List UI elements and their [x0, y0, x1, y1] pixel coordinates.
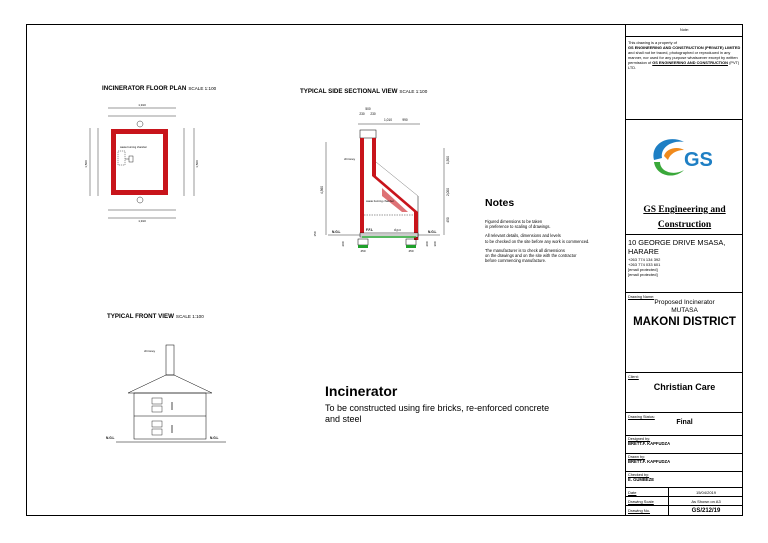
- notes-line: Figured dimensions to be taken: [485, 219, 543, 224]
- tb-date-value: 15/04/2019: [695, 490, 717, 495]
- side-footing-right: 450: [408, 249, 414, 253]
- notes-line: All relevant details, dimensions and levels: [485, 233, 561, 239]
- front-view-scale: SCALE 1:100: [175, 314, 204, 319]
- tb-company-name-1: GS Engineering and: [643, 205, 726, 215]
- tb-checked-label: Checked by:: [628, 473, 650, 477]
- gs-logo-text: GS: [684, 149, 713, 171]
- tb-note-label: Note:: [626, 24, 743, 37]
- front-chimney-label: chimney: [144, 349, 156, 353]
- tb-designed: [626, 436, 743, 454]
- side-view-scale: SCALE 1:100: [399, 89, 428, 94]
- side-height-left: 4,360: [320, 186, 324, 194]
- tb-number: [626, 506, 743, 516]
- notes-line: in preference to scaling of drawings.: [485, 224, 551, 230]
- main-title-line2: and steel: [325, 414, 362, 424]
- tb-designed-value: BRETT.F. KAPFUDZA: [628, 441, 671, 446]
- tb-address-1: 10 GEORGE DRIVE MSASA,: [628, 238, 726, 247]
- floor-plan-dim-bottom: 1,910: [138, 219, 146, 223]
- tb-designed-label: Designed by:: [628, 437, 651, 441]
- title-block: [625, 24, 743, 516]
- side-dim-230b: 230: [370, 112, 376, 116]
- main-title-line1: To be constructed using fire bricks, re-enforced concrete: [325, 403, 550, 413]
- tb-phone-1: +263 774 134 392: [628, 257, 661, 262]
- floor-plan-title-text: INCINERATOR FLOOR PLAN: [102, 85, 187, 92]
- tb-number-value: GS/212/19: [691, 508, 721, 514]
- gs-logo: [644, 132, 724, 182]
- front-ngl-right: N.G.L: [210, 436, 219, 440]
- tb-drawing-name-3: MAKONI DISTRICT: [633, 316, 736, 328]
- tb-drawing-name-2: MUTASA: [671, 307, 698, 314]
- side-left-200: 200: [341, 241, 345, 247]
- tb-company-name-2: Construction: [657, 220, 712, 230]
- notes-line: on the drawings and on the site with the contractor: [485, 253, 577, 259]
- floor-plan-dim-top: 1,910: [138, 103, 146, 107]
- notes-line: to be checked on the site before any work is commenced.: [485, 238, 590, 244]
- side-right-300: 300: [433, 241, 437, 247]
- side-dim-990: 990: [402, 118, 408, 122]
- floor-plan-drawing: [76, 98, 226, 238]
- tb-date: [626, 488, 743, 497]
- floor-plan-room-label: waste burning chamber: [120, 146, 147, 149]
- tb-checked: [626, 472, 743, 488]
- front-view-title: [107, 313, 204, 320]
- front-ngl-left: N.G.L: [106, 436, 115, 440]
- main-title-heading: Incinerator: [325, 383, 398, 399]
- side-ffl-label: F.F.L: [366, 228, 373, 232]
- tb-drawing-name-1: Proposed Incinerator: [654, 299, 715, 306]
- tb-note-company: GS ENGINEERING AND CONSTRUCTION (PRIVATE) LIMITED: [628, 45, 741, 50]
- tb-status: [626, 413, 743, 436]
- side-left-150: 150: [313, 231, 317, 237]
- floor-plan-dim-right: 1,500: [195, 160, 199, 168]
- side-dim-500: 500: [365, 107, 371, 111]
- tb-scale-value: As Shown on A3: [691, 499, 721, 504]
- side-right-200: 200: [425, 241, 429, 247]
- notes-heading: Notes: [485, 197, 515, 209]
- front-view-drawing: [100, 330, 240, 450]
- tb-email-2: [email protected]: [628, 272, 658, 277]
- tb-note-text: [626, 37, 743, 120]
- side-view-title-text: TYPICAL SIDE SECTIONAL VIEW: [300, 88, 398, 95]
- side-view-title: [300, 88, 427, 95]
- tb-drawing-name-label: Drawing Name:: [628, 295, 655, 299]
- tb-status-value: Final: [676, 419, 693, 426]
- side-ngl-right: N.G.L: [428, 230, 437, 234]
- side-height-450: 450: [446, 217, 450, 223]
- tb-scale-label: Drawing Scale: [628, 499, 654, 504]
- tb-number-label: Drawing No.: [628, 508, 651, 513]
- side-chimney-label: chimney: [344, 157, 356, 161]
- tb-note-p3: (PVT) LTD.: [628, 60, 740, 70]
- floor-plan-title: [102, 85, 216, 92]
- side-ngl-left: N.G.L: [332, 230, 341, 234]
- tb-scale: [626, 497, 743, 506]
- tb-phone-2: +263 774 033 601: [628, 262, 661, 267]
- side-height-2000: 2,000: [446, 188, 450, 196]
- tb-client-label: Client:: [628, 375, 639, 379]
- tb-note-company2: GS ENGINEERING AND CONSTRUCTION: [652, 60, 728, 65]
- tb-checked-value: E. GUMBEZE: [628, 477, 655, 482]
- floor-plan-dim-left: 1,500: [84, 160, 88, 168]
- side-dpc-label: d.p.c: [394, 228, 401, 232]
- side-height-1500: 1,500: [446, 156, 450, 164]
- tb-note-p2: and shall not be traced, photographed or reproduced in any manner, nor used for any purpose whatsoever except by written permission of: [628, 50, 738, 65]
- tb-date-label: Date: [628, 490, 637, 495]
- tb-client-value: Christian Care: [653, 382, 716, 392]
- tb-note-p1: This drawing is a property of: [628, 40, 677, 45]
- tb-drawing-name: [626, 293, 743, 373]
- side-dim-1010: 1,010: [384, 118, 392, 122]
- main-title-description: [325, 403, 615, 425]
- tb-address-2: HARARE: [628, 247, 659, 256]
- tb-company: [626, 120, 743, 235]
- notes-line: before commencing manufacture.: [485, 258, 546, 264]
- tb-drawn: [626, 454, 743, 472]
- side-chamber-label: waste burning chamber: [366, 200, 394, 203]
- tb-email-1: [email protected]: [628, 267, 658, 272]
- front-view-title-text: TYPICAL FRONT VIEW: [107, 313, 174, 320]
- tb-status-label: Drawing Status:: [628, 415, 655, 419]
- tb-client: [626, 373, 743, 413]
- floor-plan-scale: SCALE 1:100: [188, 86, 217, 91]
- side-footing-left: 450: [360, 249, 366, 253]
- tb-drawn-value: BRETT.F. KAPFUDZA: [628, 459, 671, 464]
- tb-drawn-label: Drawn by:: [628, 455, 646, 459]
- tb-address: [626, 235, 743, 293]
- side-dim-230a: 230: [359, 112, 365, 116]
- notes-line: The manufacturer is to check all dimensions: [485, 247, 565, 253]
- notes-body: [485, 219, 625, 263]
- side-view-drawing: [310, 100, 460, 260]
